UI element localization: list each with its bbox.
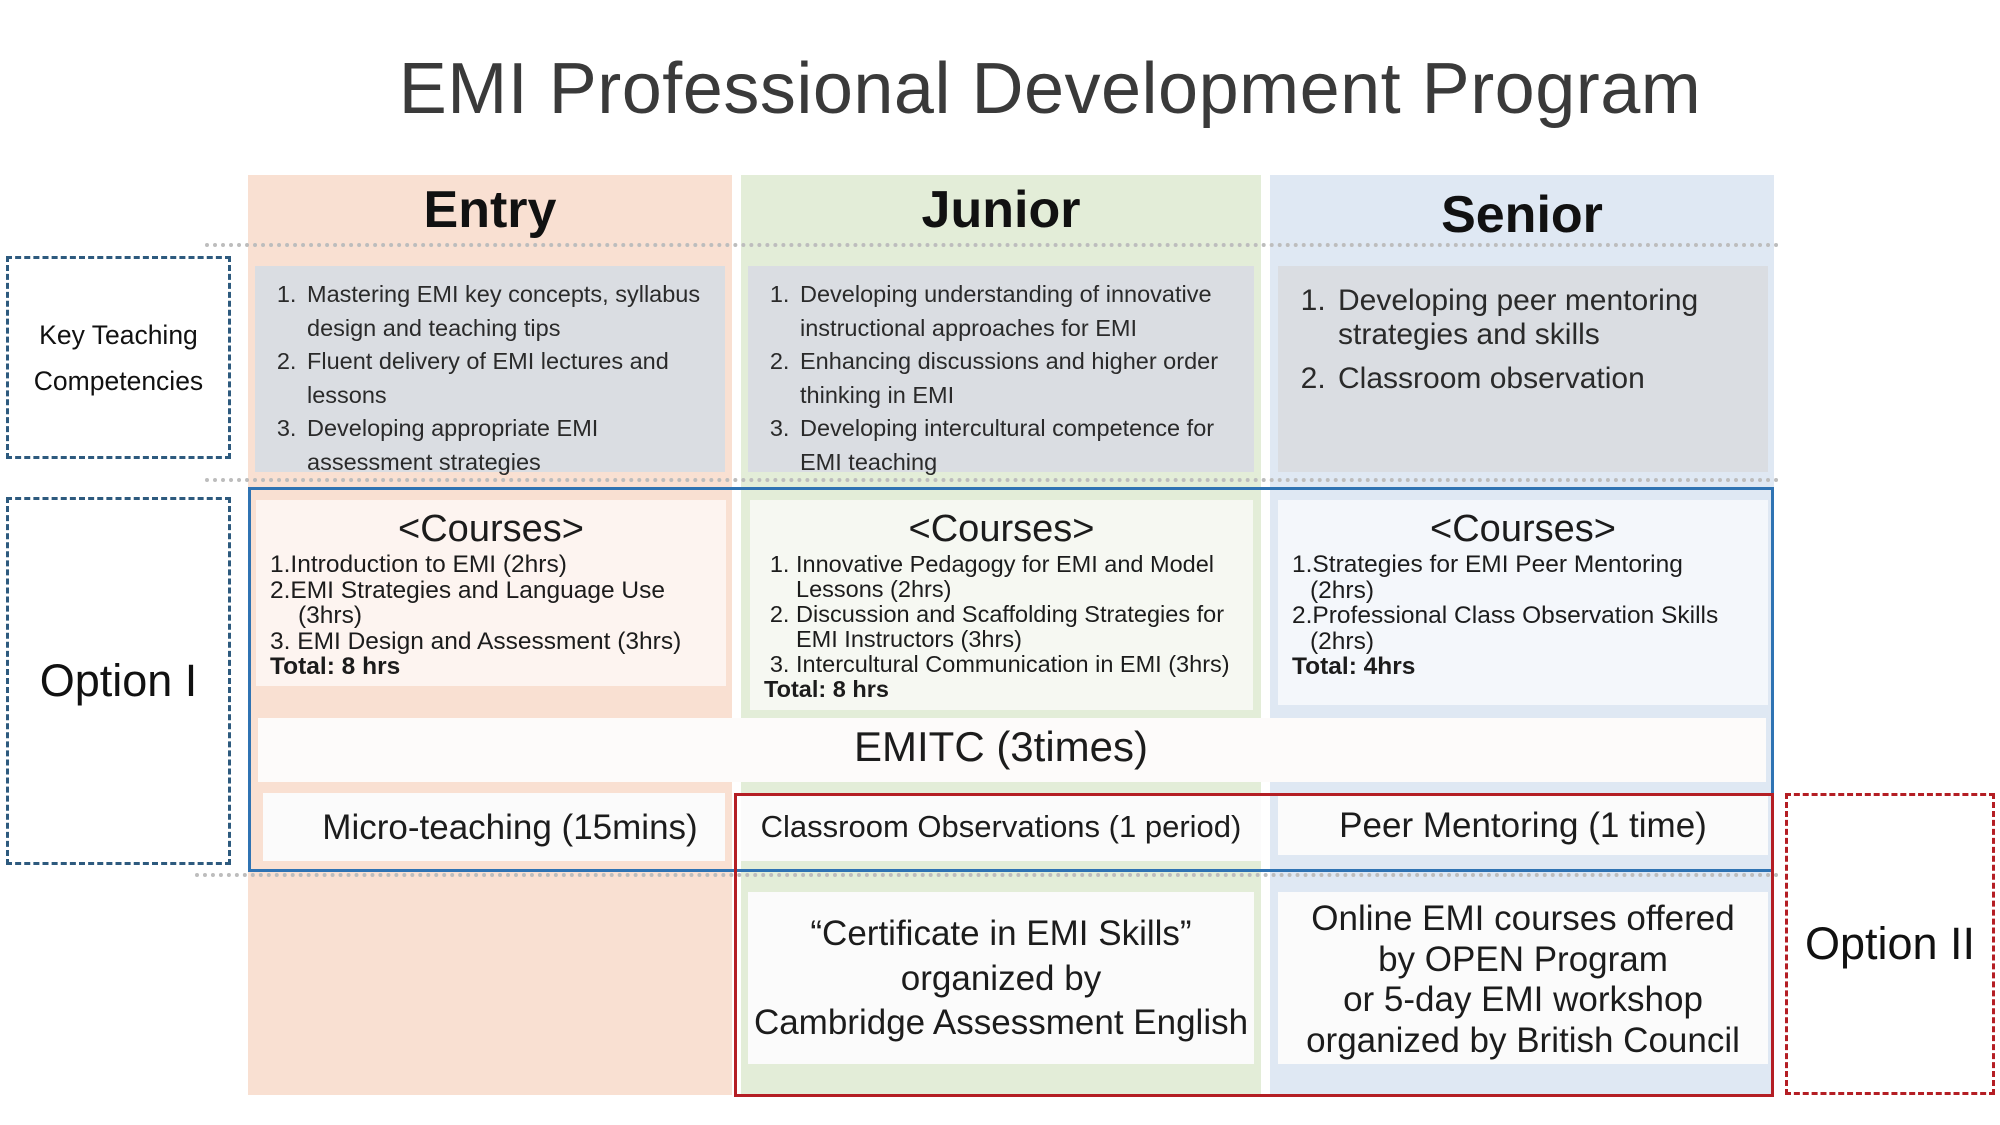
course-line: 3. EMI Design and Assessment (3hrs) xyxy=(270,627,682,655)
option2-frame xyxy=(734,793,1774,1097)
practice-junior: Classroom Observations (1 period) xyxy=(760,809,1242,844)
option2-box xyxy=(1785,793,1995,1095)
competencies-entry xyxy=(255,266,725,475)
competency-item: 2. Classroom observation xyxy=(1334,362,1752,396)
competency-item: 1. Mastering EMI key concepts, syllabus design and teaching tips xyxy=(303,278,711,345)
course-total: Total: 4hrs xyxy=(1292,653,1416,680)
competencies-junior xyxy=(748,266,1254,475)
option2-line: organized by British Council xyxy=(1306,1020,1740,1060)
level-junior-header: Junior xyxy=(921,181,1081,239)
competency-item: 1. Developing peer mentoring strategies and skills xyxy=(1334,284,1752,352)
practice-entry: Micro-teaching (15mins) xyxy=(322,808,698,847)
option1-label: Option I xyxy=(39,655,198,706)
option2-line: “Certificate in EMI Skills” xyxy=(810,914,1192,953)
competency-item: 2. Fluent delivery of EMI lectures and lessons xyxy=(303,345,711,412)
option2-label: Option II xyxy=(1804,918,1976,969)
key-teaching-competencies-label xyxy=(34,312,203,404)
emitc-label: EMITC (3times) xyxy=(854,723,1148,770)
practice-senior: Peer Mentoring (1 time) xyxy=(1339,806,1707,845)
courses-heading: <Courses> xyxy=(398,508,584,550)
course-line: 2.EMI Strategies and Language Use xyxy=(270,576,665,604)
option2-line: Cambridge Assessment English xyxy=(753,1003,1249,1042)
competency-item: 2. Enhancing discussions and higher order thinking in EMI xyxy=(796,345,1240,412)
courses-heading: <Courses> xyxy=(908,508,1095,550)
course-line: (3hrs) xyxy=(298,602,362,629)
course-item: 1. Innovative Pedagogy for EMI and Model Lessons (2hrs) xyxy=(796,552,1239,602)
option1-box xyxy=(6,497,231,865)
option2-line: by OPEN Program xyxy=(1378,939,1668,979)
page-title: EMI Professional Development Program xyxy=(398,49,1702,129)
courses-heading: <Courses> xyxy=(1430,508,1616,550)
level-entry-header: Entry xyxy=(423,181,557,239)
option2-line: or 5-day EMI workshop xyxy=(1343,980,1703,1019)
side-label-line: Key Teaching xyxy=(39,319,198,350)
option2-line: Online EMI courses offered xyxy=(1311,899,1735,938)
course-line: (2hrs) xyxy=(1310,576,1374,604)
competency-item: 1. Developing understanding of innovative instructional approaches for EMI xyxy=(796,278,1240,345)
side-label-line: Competencies xyxy=(33,365,204,396)
course-item: 3. Intercultural Communication in EMI (3hrs) xyxy=(796,652,1239,677)
course-line: 1.Strategies for EMI Peer Mentoring xyxy=(1292,551,1683,578)
key-teaching-competencies-box xyxy=(6,256,231,459)
course-total: Total: 8 hrs xyxy=(270,653,401,680)
course-item: 2. Discussion and Scaffolding Strategies for EMI Instructors (3hrs) xyxy=(796,602,1239,652)
course-line: 2.Professional Class Observation Skills xyxy=(1292,602,1719,629)
level-senior-header: Senior xyxy=(1441,186,1603,244)
competency-item: 3. Developing appropriate EMI assessment strategies xyxy=(303,412,711,479)
course-total: Total: 8 hrs xyxy=(764,676,889,702)
competency-item: 3. Developing intercultural competence for EMI teaching xyxy=(796,412,1240,479)
course-line: (2hrs) xyxy=(1310,627,1374,655)
course-line: 1.Introduction to EMI (2hrs) xyxy=(270,551,567,578)
competencies-senior xyxy=(1278,266,1768,472)
separator-line xyxy=(205,243,1780,247)
option2-line: organized by xyxy=(900,958,1102,998)
